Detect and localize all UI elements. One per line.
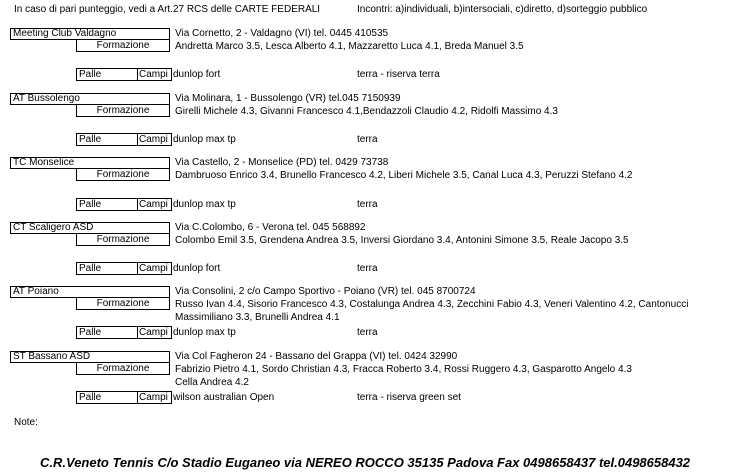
formazione-label: Formazione: [76, 234, 170, 246]
formazione-label: Formazione: [76, 298, 170, 310]
club-address: Via C.Colombo, 6 - Verona tel. 045 568892: [175, 222, 366, 233]
club-name: TC Monselice: [10, 157, 170, 169]
balls-value: wilson australian Open: [173, 392, 275, 403]
palle-label: Palle: [76, 262, 138, 275]
campi-label: Campi: [137, 198, 172, 211]
club-name: ST Bassano ASD: [10, 351, 170, 363]
club-address: Via Castello, 2 - Monselice (PD) tel. 0429 73738: [175, 157, 389, 168]
formazione-label: Formazione: [76, 105, 170, 117]
palle-label: Palle: [76, 133, 138, 146]
note-label: Note:: [14, 417, 38, 428]
campi-label: Campi: [137, 262, 172, 275]
footer-contact: C.R.Veneto Tennis C/o Stadio Euganeo via NEREO ROCCO 35135 Padova Fax 0498658437 tel.0498658432: [40, 455, 691, 470]
team-line: Andretta Marco 3.5, Lesca Alberto 4.1, Mazzaretto Luca 4.1, Breda Manuel 3.5: [175, 41, 524, 52]
formazione-label: Formazione: [76, 169, 170, 181]
palle-label: Palle: [76, 326, 138, 339]
campi-label: Campi: [137, 68, 172, 81]
campi-label: Campi: [137, 133, 172, 146]
team-line: Fabrizio Pietro 4.1, Sordo Christian 4.3, Fracca Roberto 3.4, Rossi Ruggero 4.3, Gasparotto Angelo 4.3: [175, 364, 632, 375]
balls-value: dunlop fort: [173, 263, 221, 274]
club-address: Via Col Fagheron 24 - Bassano del Grappa (VI) tel. 0424 32990: [175, 351, 458, 362]
palle-label: Palle: [76, 391, 138, 404]
team-line: Dambruoso Enrico 3.4, Brunello Francesco 4.2, Liberi Michele 3.5, Canal Luca 4.3, Peruzzi Stefano 4.2: [175, 170, 633, 181]
courts-value: terra: [357, 199, 378, 210]
team-line: Massimiliano 3.3, Brunelli Andrea 4.1: [175, 312, 340, 323]
team-line: Girelli Michele 4.3, Givanni Francesco 4.1,Bendazzoli Claudio 4.2, Ridolfi Massimo 4.3: [175, 106, 558, 117]
club-name: CT Scaligero ASD: [10, 222, 170, 234]
courts-value: terra: [357, 327, 378, 338]
tie-rule-text: In caso di pari punteggio, vedi a Art.27 RCS delle CARTE FEDERALI: [14, 4, 321, 15]
campi-label: Campi: [137, 326, 172, 339]
courts-value: terra: [357, 134, 378, 145]
balls-value: dunlop max tp: [173, 199, 236, 210]
balls-value: dunlop max tp: [173, 327, 236, 338]
team-line: Colombo Emil 3.5, Grendena Andrea 3.5, Inversi Giordano 3.4, Antonini Simone 3.5, Reale Jacopo 3.5: [175, 235, 629, 246]
campi-label: Campi: [137, 391, 172, 404]
team-line: Russo Ivan 4.4, Sisorio Francesco 4.3, Costalunga Andrea 4.3, Zecchini Fabio 4.3, Veneri Valentino 4.2, Cantonucci: [175, 299, 689, 310]
formazione-label: Formazione: [76, 363, 170, 375]
club-name: Meeting Club Valdagno: [10, 28, 170, 40]
courts-value: terra - riserva green set: [357, 392, 461, 403]
palle-label: Palle: [76, 68, 138, 81]
team-line: Cella Andrea 4.2: [175, 377, 249, 388]
club-address: Via Cornetto, 2 - Valdagno (VI) tel. 0445 410535: [175, 28, 389, 39]
club-name: AT Poiano: [10, 286, 170, 298]
formazione-label: Formazione: [76, 40, 170, 52]
balls-value: dunlop fort: [173, 69, 221, 80]
club-address: Via Molinara, 1 - Bussolengo (VR) tel.045 7150939: [175, 93, 401, 104]
club-name: AT Bussolengo: [10, 93, 170, 105]
courts-value: terra: [357, 263, 378, 274]
palle-label: Palle: [76, 198, 138, 211]
courts-value: terra - riserva terra: [357, 69, 440, 80]
match-types-text: Incontri: a)individuali, b)intersociali, c)diretto, d)sorteggio pubblico: [357, 4, 648, 15]
club-address: Via Consolini, 2 c/o Campo Sportivo - Poiano (VR) tel. 045 8700724: [175, 286, 476, 297]
balls-value: dunlop max tp: [173, 134, 236, 145]
